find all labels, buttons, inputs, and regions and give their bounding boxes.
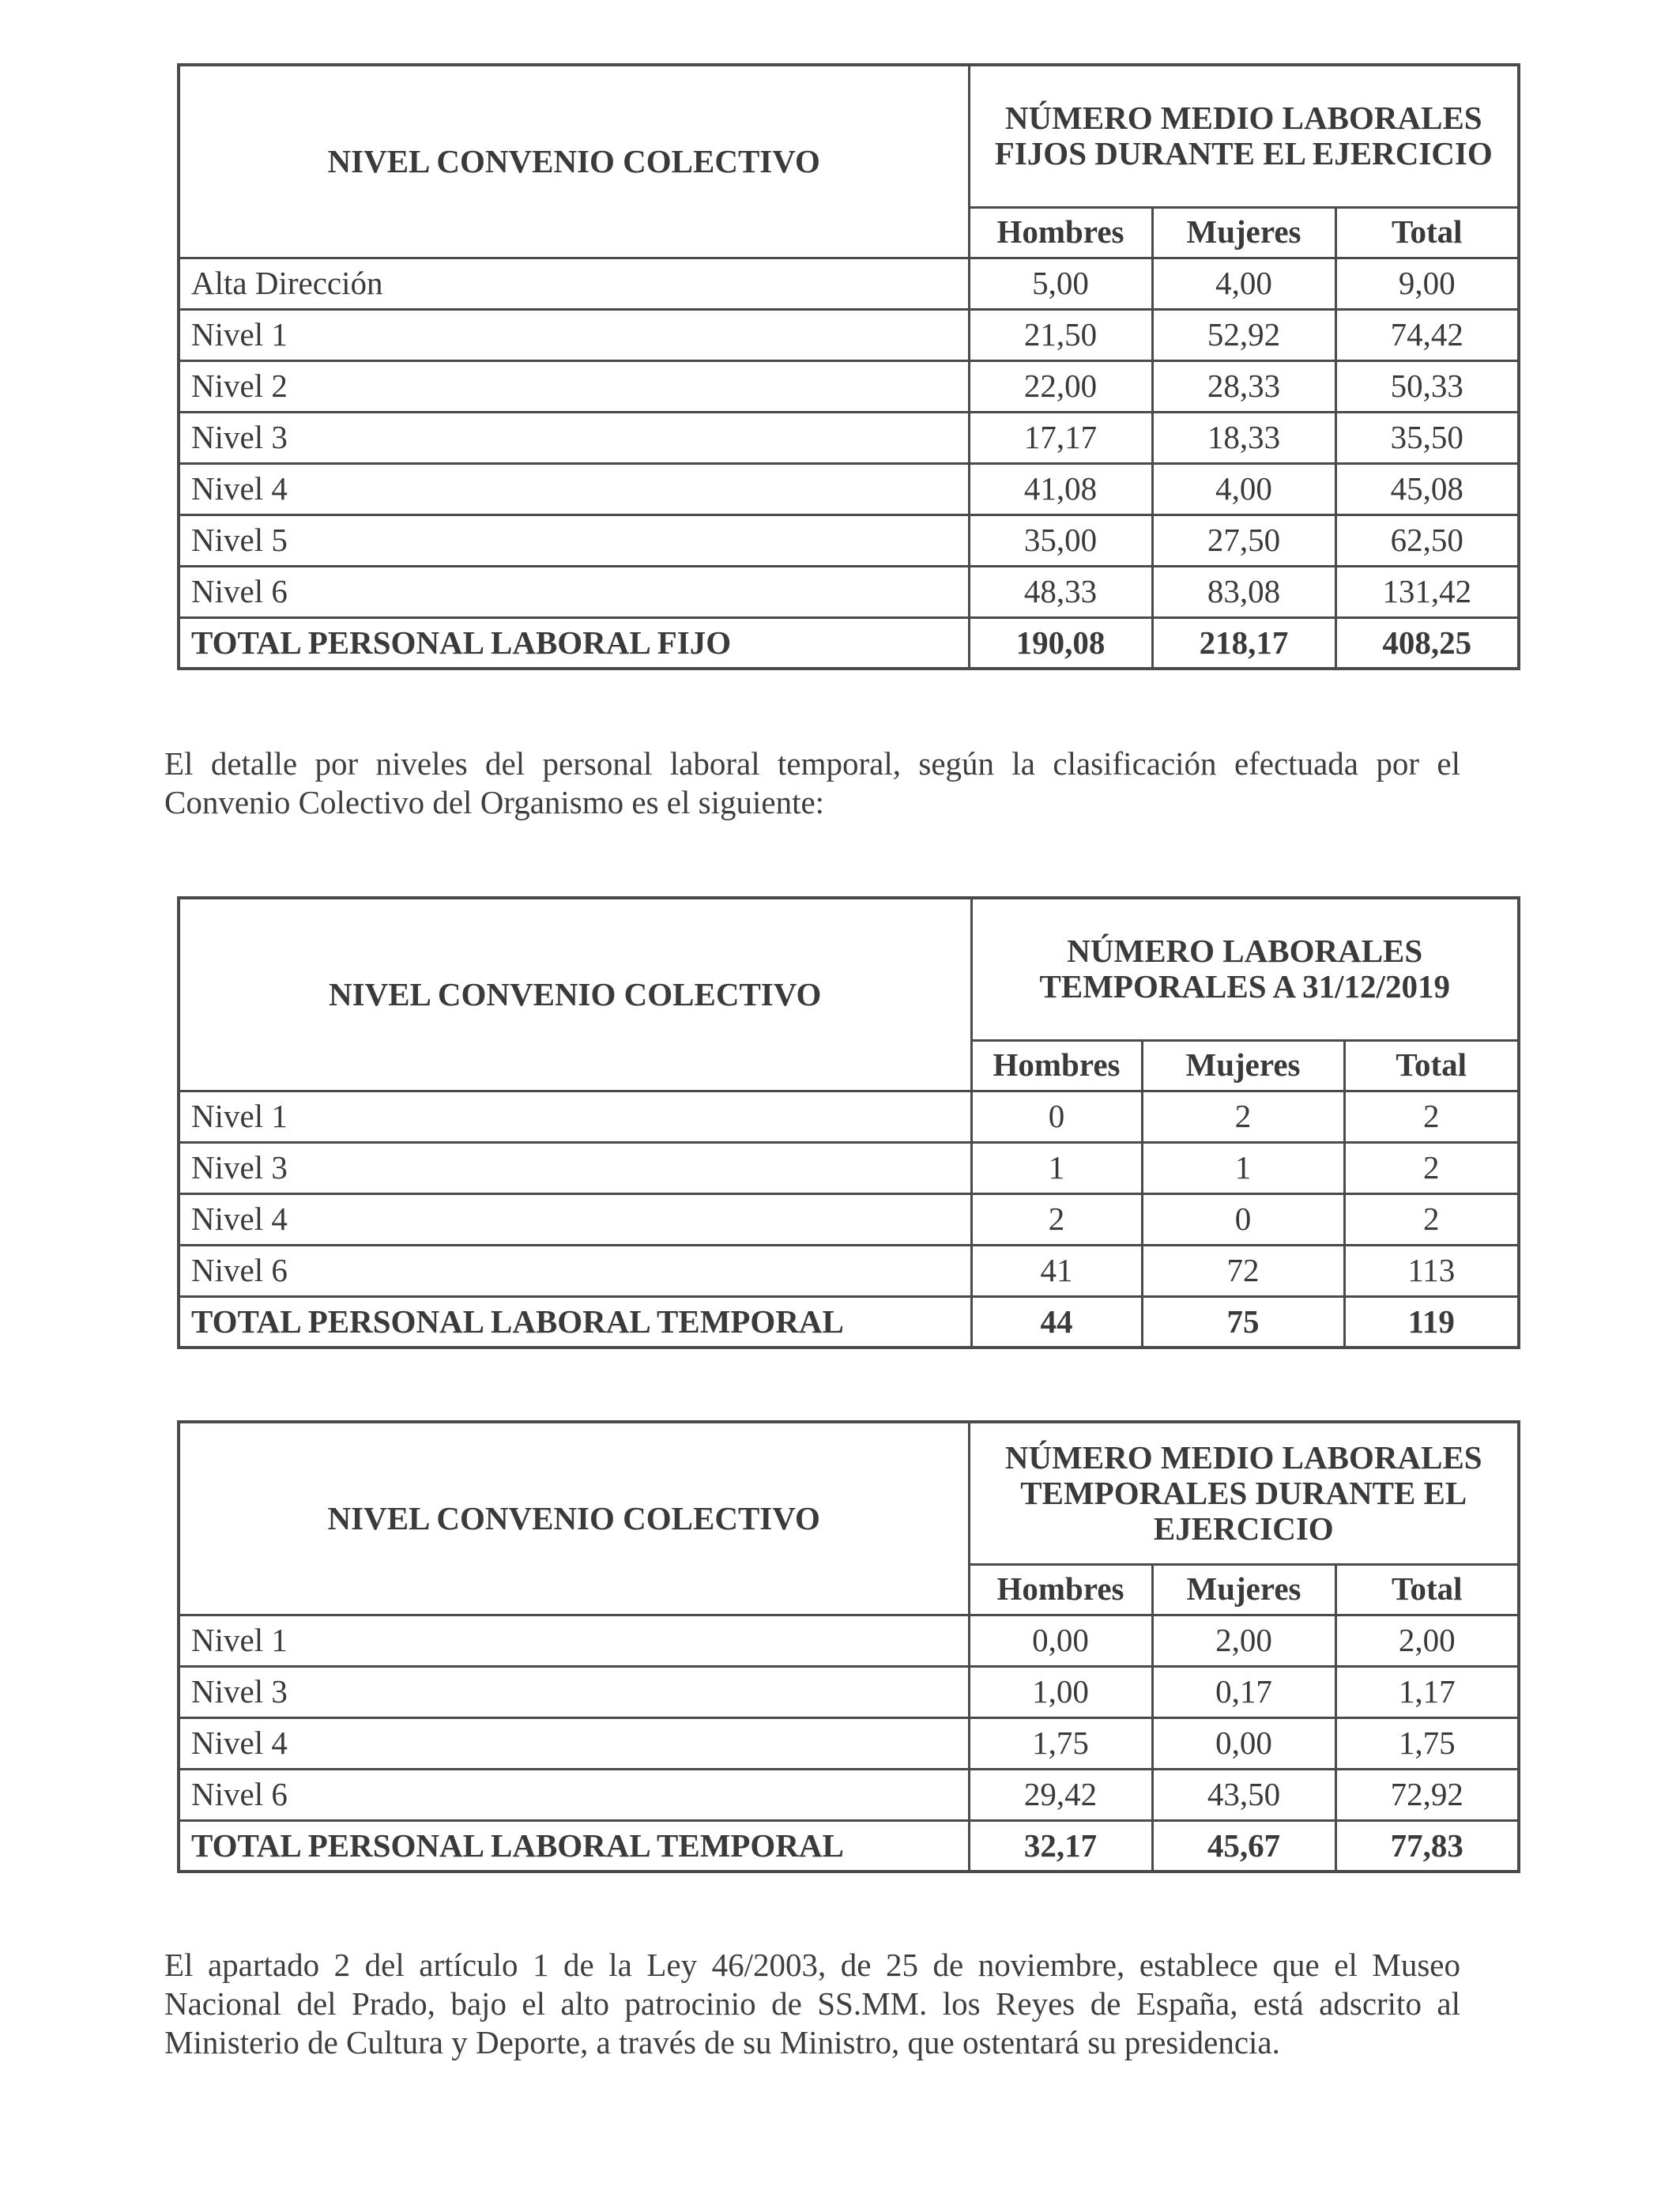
table-laborales-fijos xyxy=(177,63,1520,670)
cell-mujeres: 52,92 xyxy=(1152,309,1335,360)
row-label: Nivel 3 xyxy=(179,412,969,463)
cell-hombres: 21,50 xyxy=(969,309,1152,360)
total-label: TOTAL PERSONAL LABORAL TEMPORAL xyxy=(179,1820,969,1872)
cell-mujeres: 28,33 xyxy=(1152,360,1335,412)
cell-total: 1,75 xyxy=(1335,1717,1519,1769)
table-row xyxy=(179,1245,1519,1296)
cell-mujeres: 4,00 xyxy=(1152,463,1335,515)
row-label: Nivel 1 xyxy=(179,1091,971,1142)
cell-hombres: 2 xyxy=(971,1193,1142,1245)
group-column-header: NÚMERO MEDIO LABORALES TEMPORALES DURANTE EL EJERCICIO xyxy=(969,1422,1519,1564)
total-hombres: 44 xyxy=(971,1296,1142,1348)
table-row xyxy=(179,360,1519,412)
total-mujeres: 218,17 xyxy=(1152,617,1335,669)
cell-total: 62,50 xyxy=(1335,515,1519,566)
table-total-row xyxy=(179,617,1519,669)
cell-hombres: 1 xyxy=(971,1142,1142,1193)
row-label: Nivel 5 xyxy=(179,515,969,566)
row-label: Nivel 1 xyxy=(179,1615,969,1666)
table-row xyxy=(179,515,1519,566)
cell-mujeres: 18,33 xyxy=(1152,412,1335,463)
cell-total: 74,42 xyxy=(1335,309,1519,360)
label-column-header: NIVEL CONVENIO COLECTIVO xyxy=(179,65,969,258)
table-laborales-temporales xyxy=(177,896,1520,1349)
table-row xyxy=(179,463,1519,515)
cell-total: 1,17 xyxy=(1335,1666,1519,1717)
cell-hombres: 22,00 xyxy=(969,360,1152,412)
table-row xyxy=(179,309,1519,360)
cell-total: 131,42 xyxy=(1335,566,1519,617)
table-row xyxy=(179,1142,1519,1193)
cell-total: 45,08 xyxy=(1335,463,1519,515)
row-label: Nivel 3 xyxy=(179,1666,969,1717)
cell-hombres: 0 xyxy=(971,1091,1142,1142)
column-header-total: Total xyxy=(1335,207,1519,258)
cell-mujeres: 0,00 xyxy=(1152,1717,1335,1769)
row-label: Nivel 3 xyxy=(179,1142,971,1193)
table-row xyxy=(179,1615,1519,1666)
cell-total: 2 xyxy=(1344,1142,1519,1193)
row-label: Nivel 4 xyxy=(179,463,969,515)
cell-hombres: 41,08 xyxy=(969,463,1152,515)
cell-mujeres: 43,50 xyxy=(1152,1769,1335,1820)
cell-total: 35,50 xyxy=(1335,412,1519,463)
table-row xyxy=(179,412,1519,463)
cell-mujeres: 2,00 xyxy=(1152,1615,1335,1666)
total-total: 408,25 xyxy=(1335,617,1519,669)
cell-hombres: 1,00 xyxy=(969,1666,1152,1717)
cell-mujeres: 1 xyxy=(1142,1142,1344,1193)
total-mujeres: 75 xyxy=(1142,1296,1344,1348)
cell-hombres: 35,00 xyxy=(969,515,1152,566)
row-label: Nivel 4 xyxy=(179,1193,971,1245)
row-label: Nivel 6 xyxy=(179,1245,971,1296)
row-label: Nivel 6 xyxy=(179,1769,969,1820)
column-header-hombres: Hombres xyxy=(969,1564,1152,1615)
label-column-header: NIVEL CONVENIO COLECTIVO xyxy=(179,898,971,1091)
table-row xyxy=(179,566,1519,617)
row-label: Nivel 1 xyxy=(179,309,969,360)
table-total-row xyxy=(179,1296,1519,1348)
group-column-header: NÚMERO LABORALES TEMPORALES A 31/12/2019 xyxy=(971,898,1519,1040)
cell-mujeres: 83,08 xyxy=(1152,566,1335,617)
cell-mujeres: 72 xyxy=(1142,1245,1344,1296)
label-column-header: NIVEL CONVENIO COLECTIVO xyxy=(179,1422,969,1615)
cell-total: 72,92 xyxy=(1335,1769,1519,1820)
paragraph-ley-46-2003: El apartado 2 del artículo 1 de la Ley 46/2003, de 25 de noviembre, establece que el Museo Nacional del Prado, bajo el alto patrocinio de SS.MM. los Reyes de España, está adscrito al Ministerio de Cultura y Deporte, a través de su Ministro, que ostentará su presidencia. xyxy=(164,1947,1460,2060)
table-row xyxy=(179,1666,1519,1717)
cell-hombres: 48,33 xyxy=(969,566,1152,617)
cell-total: 2 xyxy=(1344,1193,1519,1245)
total-label: TOTAL PERSONAL LABORAL TEMPORAL xyxy=(179,1296,971,1348)
cell-mujeres: 2 xyxy=(1142,1091,1344,1142)
cell-total: 2 xyxy=(1344,1091,1519,1142)
cell-mujeres: 27,50 xyxy=(1152,515,1335,566)
total-total: 119 xyxy=(1344,1296,1519,1348)
column-header-total: Total xyxy=(1335,1564,1519,1615)
cell-mujeres: 4,00 xyxy=(1152,258,1335,309)
table-medio-laborales-temporales xyxy=(177,1420,1520,1873)
total-mujeres: 45,67 xyxy=(1152,1820,1335,1872)
row-label: Nivel 2 xyxy=(179,360,969,412)
column-header-mujeres: Mujeres xyxy=(1142,1040,1344,1091)
cell-mujeres: 0,17 xyxy=(1152,1666,1335,1717)
cell-hombres: 1,75 xyxy=(969,1717,1152,1769)
paragraph-intro-temporal: El detalle por niveles del personal laboral temporal, según la clasificación efectuada por el Convenio Colectivo del Organismo es el siguiente: xyxy=(164,745,1460,820)
total-hombres: 32,17 xyxy=(969,1820,1152,1872)
cell-hombres: 5,00 xyxy=(969,258,1152,309)
cell-hombres: 0,00 xyxy=(969,1615,1152,1666)
table-row xyxy=(179,1091,1519,1142)
column-header-mujeres: Mujeres xyxy=(1152,207,1335,258)
cell-mujeres: 0 xyxy=(1142,1193,1344,1245)
row-label: Alta Dirección xyxy=(179,258,969,309)
table-row xyxy=(179,1193,1519,1245)
table-row xyxy=(179,258,1519,309)
table-row xyxy=(179,1717,1519,1769)
group-column-header: NÚMERO MEDIO LABORALES FIJOS DURANTE EL EJERCICIO xyxy=(969,65,1519,207)
column-header-hombres: Hombres xyxy=(969,207,1152,258)
row-label: Nivel 6 xyxy=(179,566,969,617)
cell-total: 2,00 xyxy=(1335,1615,1519,1666)
total-hombres: 190,08 xyxy=(969,617,1152,669)
table-total-row xyxy=(179,1820,1519,1872)
column-header-total: Total xyxy=(1344,1040,1519,1091)
total-total: 77,83 xyxy=(1335,1820,1519,1872)
cell-hombres: 29,42 xyxy=(969,1769,1152,1820)
column-header-mujeres: Mujeres xyxy=(1152,1564,1335,1615)
column-header-hombres: Hombres xyxy=(971,1040,1142,1091)
row-label: Nivel 4 xyxy=(179,1717,969,1769)
cell-total: 113 xyxy=(1344,1245,1519,1296)
cell-total: 50,33 xyxy=(1335,360,1519,412)
total-label: TOTAL PERSONAL LABORAL FIJO xyxy=(179,617,969,669)
cell-hombres: 41 xyxy=(971,1245,1142,1296)
table-row xyxy=(179,1769,1519,1820)
cell-hombres: 17,17 xyxy=(969,412,1152,463)
cell-total: 9,00 xyxy=(1335,258,1519,309)
